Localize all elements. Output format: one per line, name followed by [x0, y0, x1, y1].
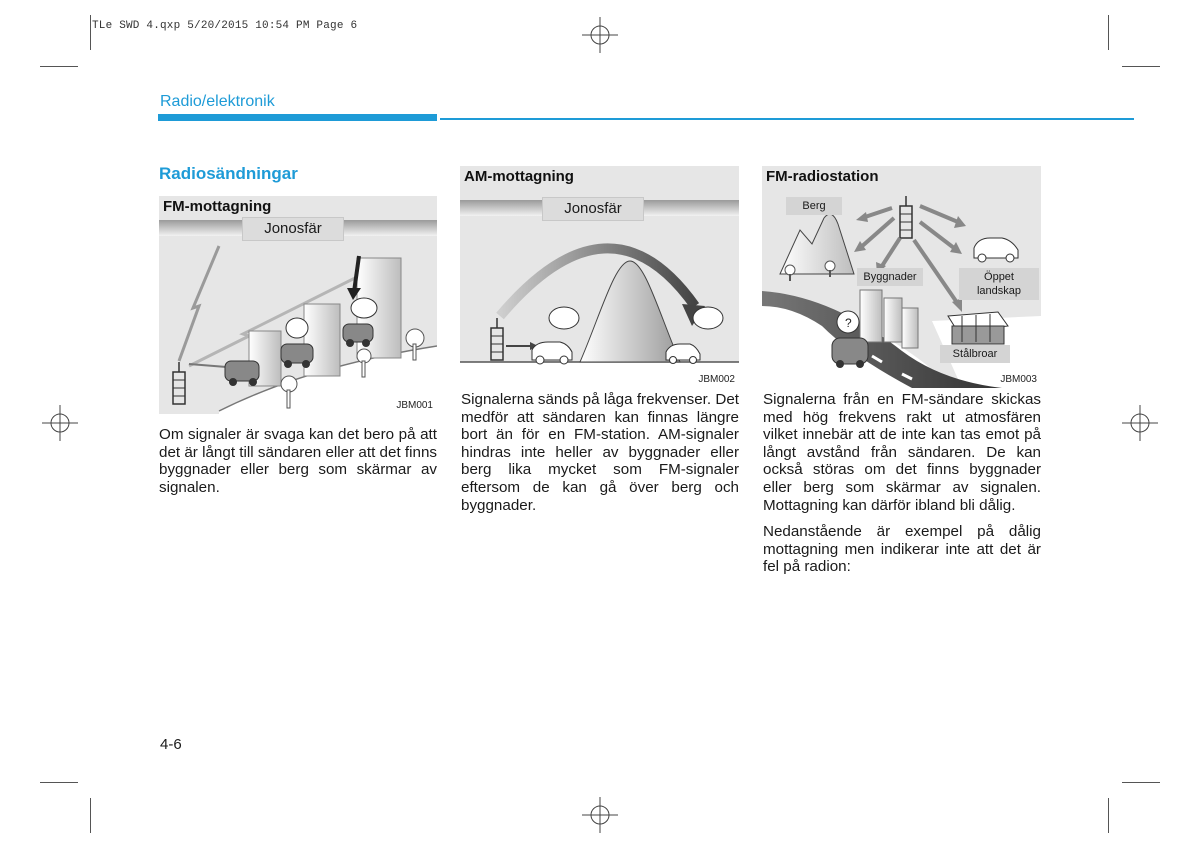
crop-mark	[1108, 798, 1109, 833]
section-rule	[440, 118, 1134, 120]
tree-icon	[785, 265, 795, 281]
fm-reception-text	[159, 426, 437, 505]
page-heading: Radiosändningar	[159, 164, 298, 183]
crop-mark	[40, 782, 78, 783]
transmitter-tower-icon	[900, 196, 912, 238]
open-landscape-label-line2: landskap	[976, 285, 1022, 297]
figure-code: JBM003	[1000, 374, 1037, 385]
crop-mark	[1122, 66, 1160, 67]
car-icon	[281, 344, 313, 368]
figure-title: FM-mottagning	[163, 198, 272, 215]
paragraph: Signalerna sänds på låga frekvenser. Det medför att sändaren kan finnas längre bort än för en FM-station. AM-signaler hindras inte heller av byggnader eller berg lika mycket som FM-signaler eftersom de kan gå över berg och byggnader.	[461, 391, 739, 514]
crop-mark	[40, 66, 78, 67]
figure-title: FM-radiostation	[766, 168, 879, 185]
open-landscape-label	[959, 268, 1039, 300]
ionosphere-label: Jonosfär	[542, 197, 644, 221]
registration-mark-icon	[42, 405, 78, 441]
speech-bubble-icon	[549, 307, 579, 329]
section-title: Radio/elektronik	[160, 93, 275, 110]
figure-code: JBM002	[698, 374, 735, 385]
registration-mark-icon	[582, 797, 618, 833]
mountain-label: Berg	[786, 197, 842, 215]
section-bar	[158, 114, 437, 121]
page-number: 4-6	[160, 736, 182, 753]
speech-bubble-icon	[351, 298, 377, 318]
paragraph: Om signaler är svaga kan det bero på att det är långt till sändaren eller att det finns byggnader eller berg som skärmar av signalen.	[159, 426, 437, 496]
buildings-label: Byggnader	[857, 268, 923, 286]
registration-mark-icon	[1122, 405, 1158, 441]
open-landscape-label-line1: Öppet	[984, 271, 1014, 283]
print-header: TLe SWD 4.qxp 5/20/2015 10:54 PM Page 6	[92, 20, 358, 32]
speech-bubble-icon	[286, 318, 308, 338]
tree-icon	[825, 261, 835, 277]
figure-am-reception	[460, 166, 739, 388]
speech-bubble-icon	[693, 307, 723, 329]
fm-station-text	[763, 391, 1041, 585]
car-icon	[532, 342, 572, 364]
steel-bridge-icon	[948, 312, 1008, 344]
registration-mark-icon	[582, 17, 618, 53]
figure-fm-radio-station	[762, 166, 1041, 388]
crop-mark	[1122, 782, 1160, 783]
figure-code: JBM001	[396, 400, 433, 411]
transmitter-tower-icon	[491, 318, 503, 360]
svg-text:?: ?	[845, 316, 852, 330]
steel-bridges-label: Stålbroar	[940, 345, 1010, 363]
paragraph: Nedanstående är exempel på dålig mottagning men indikerar inte att det är fel på radion:	[763, 523, 1041, 576]
figure-fm-reception	[159, 196, 437, 414]
am-reception-text	[461, 391, 739, 523]
transmitter-tower-icon	[173, 362, 185, 404]
car-icon	[666, 344, 700, 364]
car-icon	[974, 238, 1018, 262]
crop-mark	[90, 15, 91, 50]
ionosphere-label: Jonosfär	[242, 217, 344, 241]
car-icon	[225, 361, 259, 386]
crop-mark	[90, 798, 91, 833]
paragraph: Signalerna från en FM-sändare skickas med hög frekvens rakt ut atmosfären vilket innebär att de inte kan tas emot på långt avstånd från sändaren. De kan också störas om det finns byggnader eller berg som skärmar av signalen. Mottagning kan därför ibland bli dålig.	[763, 391, 1041, 514]
figure-title: AM-mottagning	[464, 168, 574, 185]
car-icon	[832, 338, 868, 368]
crop-mark	[1108, 15, 1109, 50]
